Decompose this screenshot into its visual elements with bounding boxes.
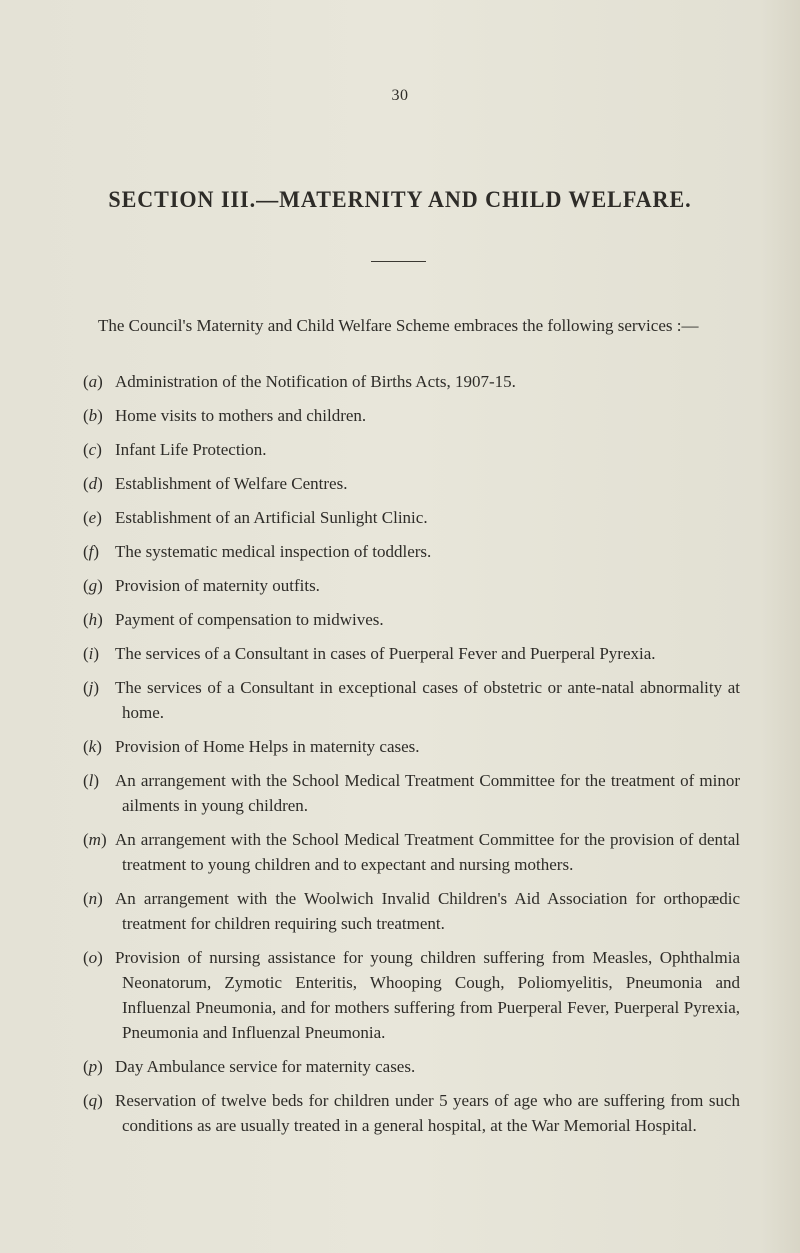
list-item	[83, 573, 740, 598]
item-text: An arrangement with the School Medical Treatment Committee for the treatment of minor ailments in young children.	[115, 771, 740, 815]
item-text: Reservation of twelve beds for children under 5 years of age who are suffering from such conditions as are usually treated in a general hospital, at the War Memorial Hospital.	[115, 1091, 740, 1135]
list-item	[83, 437, 740, 462]
item-text: Provision of nursing assistance for young children suffering from Measles, Ophthalmia Neonatorum, Zymotic Enteritis, Whooping Cough, Poliomyelitis, Pneumonia and Influenzal Pneumonia, and for mothers suffering from Puerperal Fever, Puerperal Pyrexia, Pneumonia and Influenzal Pneumonia.	[115, 948, 740, 1042]
list-item	[83, 641, 740, 666]
list-item	[83, 1054, 740, 1079]
list-item	[83, 471, 740, 496]
item-text: Day Ambulance service for maternity cases.	[115, 1057, 416, 1076]
item-text: The services of a Consultant in cases of Puerperal Fever and Puerperal Pyrexia.	[115, 644, 656, 663]
item-text: An arrangement with the School Medical Treatment Committee for the provision of dental treatment to young children and to expectant and nursing mothers.	[115, 830, 740, 874]
services-list	[83, 369, 740, 1147]
item-marker: (h)	[83, 610, 103, 629]
list-item	[83, 505, 740, 530]
item-text: An arrangement with the Woolwich Invalid Children's Aid Association for orthopædic treatment for children requiring such treatment.	[115, 889, 740, 933]
list-item	[83, 827, 740, 877]
item-marker: (q)	[83, 1091, 103, 1110]
item-text: Establishment of an Artificial Sunlight Clinic.	[115, 508, 428, 527]
item-marker: (d)	[83, 474, 103, 493]
list-item	[83, 607, 740, 632]
item-text: Provision of Home Helps in maternity cases.	[115, 737, 420, 756]
item-marker: (p)	[83, 1057, 103, 1076]
item-marker: (n)	[83, 889, 103, 908]
list-item	[83, 886, 740, 936]
item-text: Payment of compensation to midwives.	[115, 610, 384, 629]
intro-paragraph: The Council's Maternity and Child Welfare Scheme embraces the following services :—	[98, 316, 699, 335]
item-text: Infant Life Protection.	[115, 440, 267, 459]
item-text: The systematic medical inspection of toddlers.	[115, 542, 432, 561]
section-title: SECTION III.—MATERNITY AND CHILD WELFARE.	[108, 187, 692, 212]
item-text: The services of a Consultant in exceptional cases of obstetric or ante-natal abnormality at home.	[115, 678, 740, 722]
list-item	[83, 768, 740, 818]
item-marker: (b)	[83, 406, 103, 425]
item-marker: (j)	[83, 678, 100, 697]
item-text: Home visits to mothers and children.	[115, 406, 367, 425]
title-divider	[371, 261, 426, 262]
item-marker: (c)	[83, 440, 102, 459]
item-marker: (l)	[83, 771, 100, 790]
item-marker: (k)	[83, 737, 102, 756]
item-marker: (m)	[83, 830, 107, 849]
list-item	[83, 675, 740, 725]
page-number: 30	[391, 87, 409, 104]
list-item	[83, 1088, 740, 1138]
item-text: Administration of the Notification of Births Acts, 1907-15.	[115, 372, 516, 391]
item-marker: (f)	[83, 542, 100, 561]
list-item	[83, 945, 740, 1045]
list-item	[83, 369, 740, 394]
item-marker: (a)	[83, 372, 103, 391]
item-marker: (e)	[83, 508, 102, 527]
list-item	[83, 403, 740, 428]
item-marker: (i)	[83, 644, 100, 663]
item-text: Provision of maternity outfits.	[115, 576, 320, 595]
item-marker: (o)	[83, 948, 103, 967]
item-text: Establishment of Welfare Centres.	[115, 474, 348, 493]
list-item	[83, 539, 740, 564]
item-marker: (g)	[83, 576, 103, 595]
list-item	[83, 734, 740, 759]
